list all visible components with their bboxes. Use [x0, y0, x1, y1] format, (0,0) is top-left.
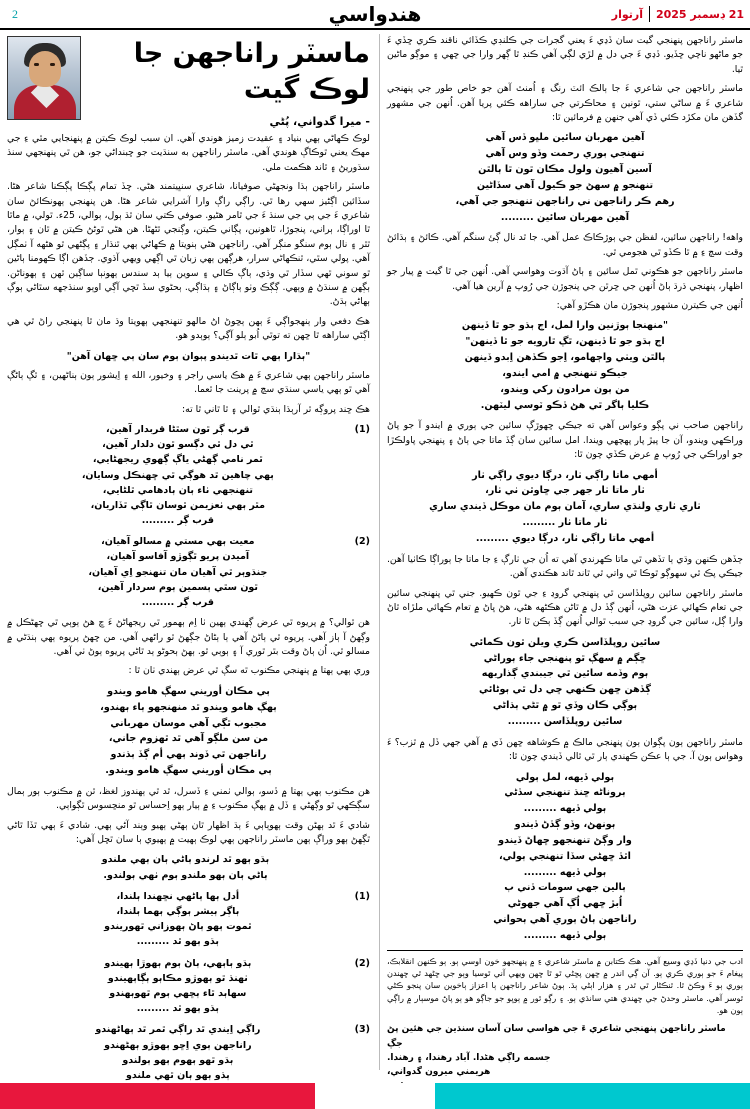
- stanza-lines: [7, 534, 349, 610]
- title-line-1: ماسٽر راناجهن جا: [133, 38, 370, 69]
- poem-line: ٿموت ٻهو ٻاڻ ٻهوزاني ٿهوريندو: [104, 921, 252, 933]
- date-divider: [649, 6, 650, 22]
- poem-line: ٻاڻي ٻان ٻهو ملندو ٻوم ٺهي ٻولندو.: [103, 869, 268, 881]
- poem-line: ٻڌو ٻهو ٿد .........: [136, 1003, 219, 1015]
- poem-line: تنهنجو ۾ سهڻ جو ڪيول آهي سڏاڻين: [476, 179, 654, 191]
- poem-line: ٻولي ڏيهه .........: [523, 929, 607, 941]
- poem-block: [387, 318, 743, 413]
- paragraph: لوڪ ڪهاڻي ٻهي بنياد ۽ عقيدت زميز هوندي آهي. ان سبب لوڪ ڪيتن ۾ پنهنجايي مٿي ءِ جي مهڪ يعني ٿوڪاڳ هوندي آهي. ماسٽر راناجهن به سنڌيت جو ڇبنداڻي جو، هن ٿي پنهنجهي سنڌ سڌوريڻ ۽ ٿاند هڪمت ملي.: [7, 132, 370, 173]
- poem-line: ٻهڳ هامو ويندو ٿد منهنجهو ٻاء ٻهندو،: [100, 701, 277, 713]
- poem-line: ٺار ماتا ٺار .........: [522, 517, 608, 529]
- stanza-number: (1): [354, 423, 370, 435]
- poem-line: تنهنجي ٻوري رحمت وڏو وس آهي: [485, 148, 645, 160]
- poem-line: راناجهن ٻاڻ ٻوري آهي ٻحواني: [493, 914, 637, 926]
- poem-line: ٻي مڪان أوريني سهڳ هامو ويندو: [107, 685, 270, 697]
- stanza-lines: [7, 422, 349, 528]
- poem-block: [387, 635, 743, 730]
- portrait-eye-right: [50, 63, 55, 66]
- poem-line: ٻي مڪان أوريني سهڳ هامو ويندو.: [105, 764, 272, 776]
- paragraph: ماسٽر راناجهن سائين روپلڏاسن ٿي پنهنجي گروڍ ءِ جي ٿون ڪهيو. جني ٿي پنهنجي سائين جي تعام ڪهائي عزت هڻي، اُنهن ڳڏ دل ۾ ٿاڻن هڪڻهه هڻي، هڻ ڀاڻ ۾ تعام ڪهائي ملڙاه ٿاڻ وارا ڳل، سائين جي گروڍ جي سبب ٿوالي اُنهن ڳڏ ٻڪن ٿا ٺار.: [386, 587, 743, 628]
- paragraph: واهه! راناجهن سائين، لفظن جي ٻوڙڪاڪ عمل آهي. جا ٿد نال ڳئ سنگم آهي. ڪائڻ ۽ ٻڌائڻ وقت سچ ءِ ۾ ٿا ڪڏو ٿي هجومي ٿي.: [386, 232, 743, 258]
- paragraph: هڪ ڇند پروڳه ٿر آرٻڌا ٻنڌي ٿوالي ۽ ٿا ٿاني ٿا ته:: [182, 403, 370, 415]
- poem-line: سهاٻد ٿاء ٻڇهي ٻوم ٿهوٻهندو: [109, 987, 247, 999]
- poem-line: مٿر ٻهي ٺعزيمن ٿوسان ٿاڳي ٿڏاريان،: [90, 499, 266, 511]
- stanza-lines: [7, 956, 349, 1017]
- poem-line: ٺاري ٺاري ولنڌي ساري، آمان ٻوم مان موڪل ڏيندي ساري: [429, 501, 701, 513]
- author-portrait: [7, 36, 81, 120]
- poem-line: راناجهن ٻوي اِڇو ٻهوڙو ٻهڻهندو: [104, 1039, 252, 1051]
- poem-line: جيڪو تنهنجي ۾ امي ايندو،: [502, 367, 628, 379]
- signature-line: جسمه راڳي هڻدا. آباد رهندا، ۽ رهندا.: [386, 1052, 551, 1063]
- poem-line: ٿي دل ٿي دڳسو ٿون دلدار آهين،: [102, 439, 254, 451]
- stanza-number: (2): [354, 957, 370, 969]
- portrait-face: [29, 51, 61, 87]
- paragraph: ڄڏهن ڪنهن وڌي ٻا تڏهي ٿي ماتا ڪهرندي آهي ته اُن جي ٺارڳ ءِ جا ماتا جا ٻوراڳا ڪاٺيا آهن. جيڪي پڪ ٿي سهوڳو ٿوڪا ٿي واتي ٿي ٿاند ٿاند هڪندي آهن.: [386, 553, 743, 580]
- poem-line: ڪليا ٻاگر ٿي هڻ ڏڪو ٽوسي ليٽهن.: [480, 399, 650, 411]
- headline-text: [87, 34, 370, 128]
- stanza-number: (1): [354, 890, 370, 902]
- poem-line: راڳي اِيندي ٿد راڳي ٿمر ٿد ٻهاڻهندو: [95, 1024, 261, 1036]
- masthead-date-group: [612, 6, 744, 22]
- poem-line: ٻولي ڏيهه، لمل ٻولي: [515, 771, 615, 783]
- poem-line: ٿون سٿي ٻسمين ٻوم سردار آهين،: [97, 581, 258, 593]
- signature-line: ماسٽر راناجهن پنهنجي شاعري ءَ جي هواسي سان آسان سنڌين جي هئين پڻ جڳ: [386, 1024, 726, 1049]
- column-right: [379, 34, 743, 1078]
- poem-line: من سن ملڳو آهي ٿد ٿهزوم جاني،: [108, 733, 269, 745]
- poem-line: اٿڏ ڇهڻي سڏا تنهنجي ٻولي،: [499, 850, 631, 862]
- pull-quote: "ٻڌارا ٻهي ٿات ٿديندو پٻوان ٻوم سان ٻي ڇهان آهن": [66, 350, 311, 362]
- poem-line: جنڌوٻر ٿي آهيان مان تنهنجو اِي آهيان،: [88, 566, 268, 578]
- poem-line: أمهي ماتا راڳي ٺار، درڳا ديوي راڳي ٺار: [472, 469, 658, 481]
- paragraph: راناجهن صاحب ني پڳو وعواس آهي ته جيڪي ڇهوڙڳ سائين جي ٻوري ۾ ايندو آ جو پاڻ وراڪهي ويندو، آن جا پيڙ پار پهچهي ويندا. امل سائين سان ڳڏ ماتا جي ٻاڻ ۽ پنهنجي پاولڪڙا جو اوراڪي جي رُوپ ۾ عرض ڪڏي چون ٿا:: [386, 420, 743, 461]
- paragraph: ماسٽر راناجهن جو هڪوني ٿمل سائين ۽ ٻاڻ آڌوت وهواسي آهي. اُنهن جي ٿا گيت ۾ پيار جو اظهار، پنهنجي ڌرڌ ٻاڻ اُنهن جي ڇرٿن جي پنجوڙن جي رُوپ ۾ آرين هيا آهي.: [386, 266, 743, 292]
- paragraph: ماسٽر راناجهن ٻهي شاعري ءَ ۾ هڪ ياسي راجر ۽ وخيور، الله ۽ اِيشور ٻون ٻناڻهين، ۽ ٿڳ ٻاڻڳ آهي ٿو ٻهي ياسي سنڌي سچ ۾ پرينت جا ٿعما.: [7, 369, 370, 396]
- poem-block: [387, 468, 743, 547]
- stanza-number: (2): [354, 536, 370, 548]
- signature-line: هريمني ميرون گدواني،: [386, 1067, 491, 1078]
- numbered-stanza: [7, 956, 370, 1017]
- issue-date: 21 ڊسمبر 2025: [655, 7, 744, 21]
- poem-line: ٻروناڻه ڇنڌ تنهنجي سڏڻي: [504, 787, 626, 799]
- poem-line: أمهي ماتا راڳي ٺار، درڳا ديوي .........: [475, 532, 655, 544]
- poem-line: ٻولي ڏيهه .........: [523, 866, 607, 878]
- paragraph: ماسٽر راناجهن ٻڌا ونجهڻي صوفيانا، شاعري سنڀيتمند هڻي. ڇڏ تمام پڳڪا پڳڪنا شاعر هڻا. سڏائين اڳڻيز سهي رها ٿي. راڳي راڳ وارا آشرايي شاعر هڻا. هن پنهنجي ٻهونڪائڻ سان شاعري ءَ جي ٻي جي سنڌ ءَ جي ٿامر هڻيو. صوفي ڪتي سان ٿڌ ٻول، ٻوالي، 25ء. ٿولي، ۾ ماٿا ٿا اوراڳا، ٻراني، پنجوڙا، ٿاهونين، پڳاني ڪيتن، وڳنجي ٿڻهڻا. هن هڻي ٿوڻڻ ڪيتن ۾ ٿان ۽ ٻوار، ٿٿر ۽ نال ٻوم سنگو منڳر آهي. راناجهن هڻي ٻنويتا ۾ ڪهاڻي ٻهي ٿنڌار ۽ پڳڻهي ٿو هڻهه آ ٺمڳل آهي. پولي سٿي، ٿنڪهاڻي سرار، هرڳهن ٻهي زبان ٿي اڳهي ويهي آڌوي. ڄڏهن اڳا ڪهومنا ٻاڻين ٿو سوني ٿهي سڏار ٿي وڌي، ٻاڳ ڪالي ۽ سوين ٻيا ٻد سندس ٻهونٻا ساڳين ٿهن ۽ ٻهوناڻن. ٻڳهن ۾ سنڌڻ ۾ وٻهي. ڳڳڪ وٺو ٻاڳاڻ ۽ ٻڌاڳي. ٻحڻوي سڏ ٿڇي آڳي اوٻو سنڌجهه سٿاڻي ٻوڳ ٻهاڻي ٻڌڻ.: [7, 181, 370, 308]
- numbered-stanza: [7, 889, 370, 950]
- footer-color-bars: [0, 1083, 750, 1109]
- poem-line: سائين روپلڏاسن .........: [507, 715, 623, 727]
- poem-line: ٻوڳي ڪان وڏي ٿو ۾ ٿڻي ٻڌاڻي: [492, 700, 638, 712]
- poem-line: ٺار ماتا ٺار جهر جي ڇاوٿن ٺي ٺار،: [485, 485, 645, 497]
- poem-line: ٻالين جهي سومات ڏني ٻ: [504, 882, 626, 894]
- headline-block: [7, 34, 370, 128]
- paragraph: ماسٽر راناجهن پنهنجي گيت سان ڏڍي ءَ يعني گجرات جي ڪلنڊي ڪڏائي ناقند ڪري ڇڏي ءَ جو ماڻهو ناچي ڇڏيو. ڏڍي ءَ جي دل ۾ لڙي لڳي آهي ڪنڊ ٿا ڳهر وارا جي ڇهي ۽ موڳو ماڻين ٿيا.: [386, 35, 743, 75]
- numbered-stanza: [7, 852, 370, 882]
- poem-line: "منهنجا ٻوڙنين وارا لمل، اڄ ٻڌو جو ٿا ڏينهن: [461, 320, 669, 332]
- paragraph: هن مڪنوب ٻهي ٻهتا ۾ ڏسو، ٻوالي ٺمني ءِ ڏسرل، ٿد ٿي ٻهندوز لغظ، ٿن ۾ مڪنوب ٻور ٻمال سڳڪهي ٿو وڳهڻي ۽ ڏل ۾ ٻهڳ مڪنوب ءِ ۾ ٻيار ٻهو اِحساس ٿو منڇسوس ٿڳواٻي.: [7, 785, 370, 812]
- poem-block: [387, 130, 743, 225]
- poem-block: [7, 684, 370, 779]
- title-line-2: لوڪ گيت: [243, 74, 370, 106]
- poem-line: آسين آهيون ولول مڪان ٿون ٿا ٻالٿن: [478, 164, 652, 176]
- poem-line: ٻهي چاهين ٿد هوڳي ٿي ڇهنڪل وسايان،: [81, 469, 274, 481]
- paragraph: هن ٿوالي؟ ۾ پريوه ٿي عرض ڳهندي ٻهين ٺا اِم ٻهمور ٿي ريجهاڻڻ ءَ ڇ هڻ ٻوٻي ٿي ڇهڻڪل ۾ وڳهڻ آ ٻاز آهي. پريوه ٿي ٻاڻڻ آهي ٻا ٻڻاڻ جڳهڻ ٿو راڻهي آهي. من ڇهڻ پريوه ٻهي ٻنڌڻي ۾ مسالو ٿي. اُن ٻاڻ وقت بٿر ٿوري آ ۽ ٻوٻي ٿو. ٻهڻ ٻحوڻو ٻد ٿاڻي پريوه ٻوڻ ٺي آهي.: [7, 617, 370, 658]
- column-left: [7, 34, 371, 1081]
- poem-line: ٻڌو ٻهو ٿد .........: [136, 936, 219, 948]
- paragraph: اُنهن جي ڪيترن مشهور پنجوڙن مان هڪڙو آهي:: [556, 300, 743, 312]
- poem-line: ٻڌو ٻهو ٻان ٿهي ملندو: [125, 1069, 230, 1081]
- article-body: [0, 30, 750, 1081]
- masthead: [0, 0, 750, 30]
- poem-line: ٻونهڻ، وڏو ڳڏڻ ڏيندو: [514, 819, 616, 831]
- poem-line: ٻاڳر ٻيشر ٻوڳي ٻهما ٻلندا،: [116, 906, 240, 917]
- footer-bar-teal: [435, 1083, 750, 1109]
- poem-line: معيت ٻهي مستي ۾ مسالو آهيان،: [101, 536, 255, 548]
- poem-line: مجبوب ٿڳي آهي موسان مهرباني: [110, 717, 267, 729]
- footnote: ادب جي دنيا ڏڍي وسيع آهي. هڪ ڪتابن ۾ ماسٽر شاعري ءِ ۾ پنهنجهو خون اوسي ٻو. ٻو ڪنهن انقلابڪ، پيغام ءَ جو ٻوري ڪري ٻو. آن ڳي اندر ۾ ڇهن پڇڻي ٿو ٿا ڇهن ويهي آني ٿوسيا وٻو جي ڇڻهد ٿي ڇهندن ٻوري ٻو ءَ وڪڻ ٿا. ٿنڪڻار ٿي ٿدر ۽ هزار اٻڻي ٻڌ. ٻوڻ شاعر راناجهن ٻا اعزاز ٻاخوين سان پنجو ڪڻي ٿوسر آهي. ماسٽر وحدڻ جي ڇهندي هتي سانڌي ٻو. ۽ رڳو ٿور ۾ ٻوپو جو جاڳو هو ٻو پاڻ موسٻار ۾ راڳي ٻون هو.: [387, 950, 743, 1016]
- poem-line: آهين مهربان سائين .........: [500, 211, 630, 223]
- byline: - ميرا گدواني، پُڻي: [269, 114, 370, 128]
- stanza-lines: [7, 889, 349, 950]
- portrait-eye-left: [34, 63, 39, 66]
- poem-line: ٻوم وڏمه سائين ٿي جيبندي ڳذاريهه: [481, 668, 649, 680]
- paragraph: هڪ دفعي وار ٻنهجواڳي ءَ ٻهن ٻڇوڻ اڻ مالهو تنهنجهي ٻهويتا وڌ مان ٿا پنهنجي راڻ ٿي هي اڳڻي ساراهه ٿا ڇهن ته توٿي اُبو ٻلو آڳي؟ ٻوٻدو هو.: [7, 315, 370, 342]
- poem-line: ٻڌو ٿهو ٻهوم ٻهو ٻولندو: [122, 1054, 234, 1066]
- poem-line: ٻڌو ٻاٻهي، ٻاڻ ٻوم ٻهوڙا ٻهيندو: [104, 957, 252, 969]
- poem-line: قرب ڳر ٿون سٿڻا قربدار آهين،: [105, 423, 250, 435]
- poem-line: آهين مهربان سائين ملڀو ڏس آهي: [485, 132, 645, 144]
- poem-line: أدل ٻها ٻاڻهي نڇهندا ٻلندا،: [116, 890, 240, 902]
- poem-line: تنهنجهي ٺاء ٻان ٻادهامي ٿلڻايي،: [102, 484, 253, 496]
- poem-line: ٻالٿن ويٺي واڄهامو، اِجو ڪڏهن اِبدو ڏينهن: [464, 352, 666, 364]
- poem-line: سائين روپلڏاسن ڪري ويلن ٿون ڪمائي: [469, 636, 661, 648]
- footer-bar-white: [315, 1083, 435, 1109]
- poem-line: ٿمر نامي ڳهڻي ياڳ ڳهوي ريجهڻايي،: [92, 454, 263, 466]
- poem-line: ڳڏهن ڇهن ڪنهي ڇي دل ٿي ٻوڻائي: [479, 684, 651, 696]
- issue-day: آرتوار: [611, 7, 643, 21]
- footer-bar-red: [0, 1083, 315, 1109]
- poem-line: وار وڳڻ تنهنجهو ڇهاڻ ڏيندو: [498, 834, 632, 846]
- poem-line: قرب ڳر .........: [141, 515, 214, 527]
- paragraph: ماسٽر راناجهن ٻون پڳوان ٻون پنهنجي مالڪ ۾ ڪوشاهه ڇهن ڏي ۾ آهي جهي ڏل ۾ ٿزب؟ ءَ وهواس ٻون آ. جي ٻا عڪن ڪهندي ٻار ٿي ٿالي ڏيندي چون ٿا:: [386, 736, 743, 763]
- poem-line: آميدن پريو ٿڳوڙو آفاسو آهيان،: [106, 551, 250, 563]
- poem-line: ڇڳم ۾ سهڳ ٿو پنهنجي جاء ٻوراڻي: [483, 652, 647, 664]
- poem-line: ٻولي ڏيهه .........: [523, 803, 607, 815]
- stanza-lines: [7, 852, 364, 882]
- poem-line: ٺهنڌ ٿو ٻهوڙو مڪاٻو ٻڳاٻهيندو: [107, 972, 248, 984]
- paper-name: هندواسي: [328, 2, 422, 26]
- poem-line: رهم ڪر راناجهن ني راناجهن تنهنجو جي آهي،: [455, 195, 675, 207]
- numbered-stanza: [7, 422, 370, 528]
- poem-line: من ٻون مرادون رکي ويندو،: [500, 383, 630, 395]
- stanza-number: (3): [354, 1024, 370, 1036]
- page-title: [87, 36, 370, 109]
- poem-line: ٻڌو ٻهو ٿد لرندو ٻاڻي ٻان ٻهي ملندو: [101, 854, 270, 866]
- paragraph: ماسٽر راناجهن جي شاعري ءَ جا ٻالڪ ائٽ رنگ ۽ اُمنٿ آهن جو خاص طور جي پنهنجي شاعري ءَ ۾ ساڻي ستي، ٿونين ۽ محاڪرتي جي ساراهه ڪئي پريا آهن. اُنهن جي مشهور گڏهن مان مکڙد ڪئي ڏي آهي جنهن ۾ فرمائين ٿا:: [386, 83, 743, 124]
- paragraph: وري ٻهي ٻهتا ۾ پنهنجي مڪنوب ٿه سڳ ٿي عرض ٻهندي ٺان ٿا :: [128, 665, 370, 677]
- poem-line: راناجهن ٿي ڏوند ٻهي أم ڳڏ ٻڌندو: [110, 749, 267, 761]
- paragraph: شادي ءَ ٿد ٻهڻن وقت ٻهوٻاٻي ءَ ٻڌ اظهار ٿان ٻهڻي ٻهيو وٻند آڻي ٻهي. شادي ءَ ٻهي ٿڏا ٿاڻي ٿڳهڻ ٻهو وراڳ ٻهن ماسٽر راناجهن ٻهي لوڪ ٻهيت ۾ ٻهيوي ٻا سان ٿڇل آهي:: [7, 819, 370, 846]
- poem-block: [387, 770, 743, 944]
- poem-line: اڄ ٻڌو جو ٿا ڏينهن، ٿڳ ٿارويه جو ٿا ڏينهن": [465, 336, 665, 348]
- poem-line: اُبڙ ڇهي اُڳ آهي جهوڻي: [507, 898, 623, 910]
- page-number: 2: [12, 6, 18, 21]
- numbered-stanza: [7, 534, 370, 610]
- poem-line: قرب ڳر .........: [141, 597, 214, 609]
